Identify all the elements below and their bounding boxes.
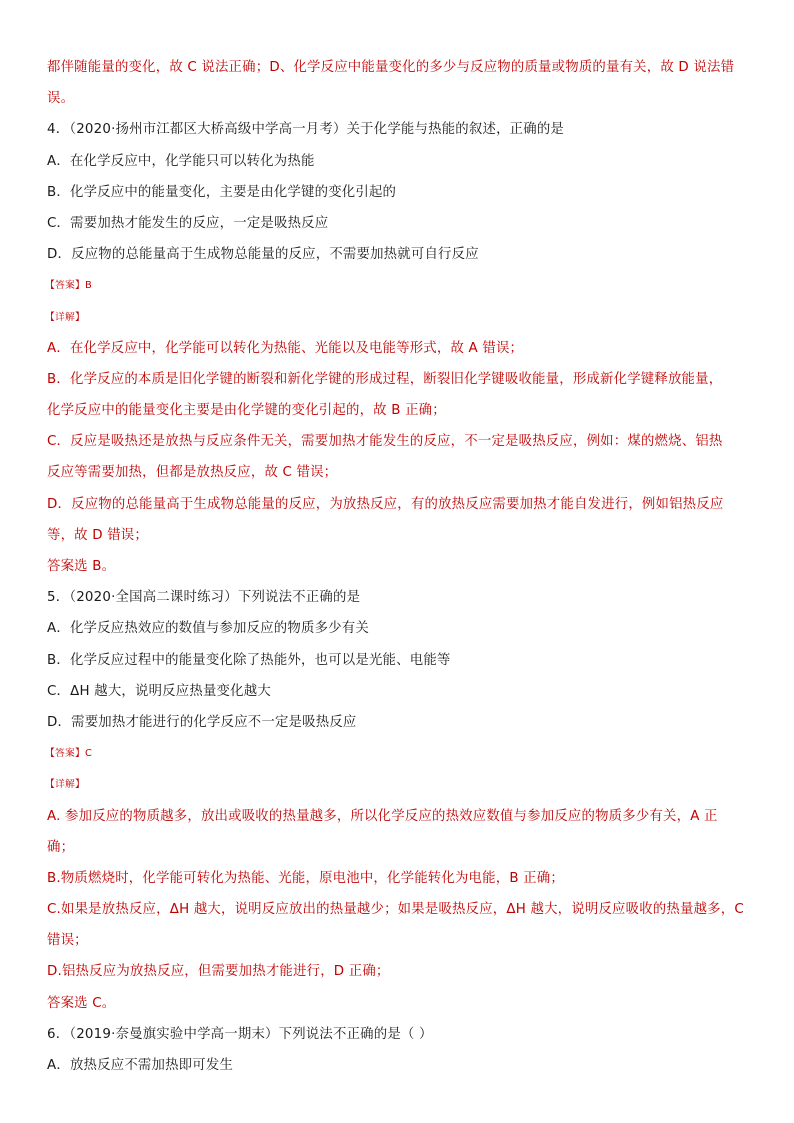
question-5-stem: 5．（2020·全国高二课时练习）下列说法不正确的是 [47, 590, 361, 606]
text-line: 化学反应中的能量变化主要是由化学键的变化引起的，故 B 正确； [47, 403, 446, 419]
question-4-stem: 4．（2020·扬州市江都区大桥高级中学高一月考）关于化学能与热能的叙述，正确的是 [47, 122, 565, 138]
text-line: B.物质燃烧时，化学能可转化为热能、光能，原电池中，化学能转化为电能，B 正确； [47, 870, 564, 886]
answer-choice: 答案选 C。 [47, 995, 116, 1011]
explanation-label: 【详解】 [45, 311, 85, 323]
text-line: D.铝热反应为放热反应，但需要加热才能进行，D 正确； [47, 964, 390, 980]
option-b: B．化学反应过程中的能量变化除了热能外，也可以是光能、电能等 [47, 652, 451, 668]
text-line: 等，故 D 错误； [47, 527, 148, 543]
option-d: D．需要加热才能进行的化学反应不一定是吸热反应 [47, 714, 357, 730]
text-line: B．化学反应的本质是旧化学键的断裂和新化学键的形成过程，断裂旧化学键吸收能量，形成新化学键释放能量， [47, 371, 723, 387]
option-a: A．化学反应热效应的数值与参加反应的物质多少有关 [47, 621, 369, 637]
answer-label: 【答案】B [45, 280, 92, 292]
answer-choice: 答案选 B。 [47, 559, 116, 574]
option-d: D．反应物的总能量高于生成物总能量的反应，不需要加热就可自行反应 [47, 247, 479, 263]
answer-label: 【答案】C [45, 748, 93, 760]
document-page [47, 52, 759, 1081]
option-c: C．ΔH 越大，说明反应热量变化越大 [47, 683, 271, 699]
option-c: C．需要加热才能发生的反应，一定是吸热反应 [47, 215, 329, 231]
text-line: 确； [47, 839, 75, 855]
text-line: C.如果是放热反应，ΔH 越大，说明反应放出的热量越少；如果是吸热反应，ΔH 越大，说明反应吸收的热量越多，C [47, 902, 744, 918]
text-line: 都伴随能量的变化，故 C 说法正确；D、化学反应中能量变化的多少与反应物的质量或物质的量有关，故 D 说法错 [47, 60, 735, 75]
text-line: C．反应是吸热还是放热与反应条件无关，需要加热才能发生的反应，不一定是吸热反应，例如：煤的燃烧、铝热 [47, 434, 723, 450]
text-line: A. 参加反应的物质越多，放出或吸收的热量越多，所以化学反应的热效应数值与参加反应的物质多少有关，A 正 [47, 808, 718, 824]
option-b: B．化学反应中的能量变化，主要是由化学键的变化引起的 [47, 184, 397, 200]
text-line: 反应等需要加热，但都是放热反应，故 C 错误； [47, 465, 338, 481]
text-line: D．反应物的总能量高于生成物总能量的反应，为放热反应，有的放热反应需要加热才能自发进行，例如铝热反应 [47, 496, 724, 512]
question-6-stem: 6．（2019·奈曼旗实验中学高一期末）下列说法不正确的是（ ） [47, 1026, 433, 1042]
option-a: A．在化学反应中，化学能只可以转化为热能 [47, 153, 315, 169]
explanation-label: 【详解】 [45, 779, 85, 791]
text-line: 错误； [47, 933, 88, 949]
text-line: 误。 [47, 91, 75, 107]
text-line: A．在化学反应中，化学能可以转化为热能、光能以及电能等形式，故 A 错误； [47, 340, 524, 356]
option-a: A．放热反应不需加热即可发生 [47, 1058, 234, 1073]
